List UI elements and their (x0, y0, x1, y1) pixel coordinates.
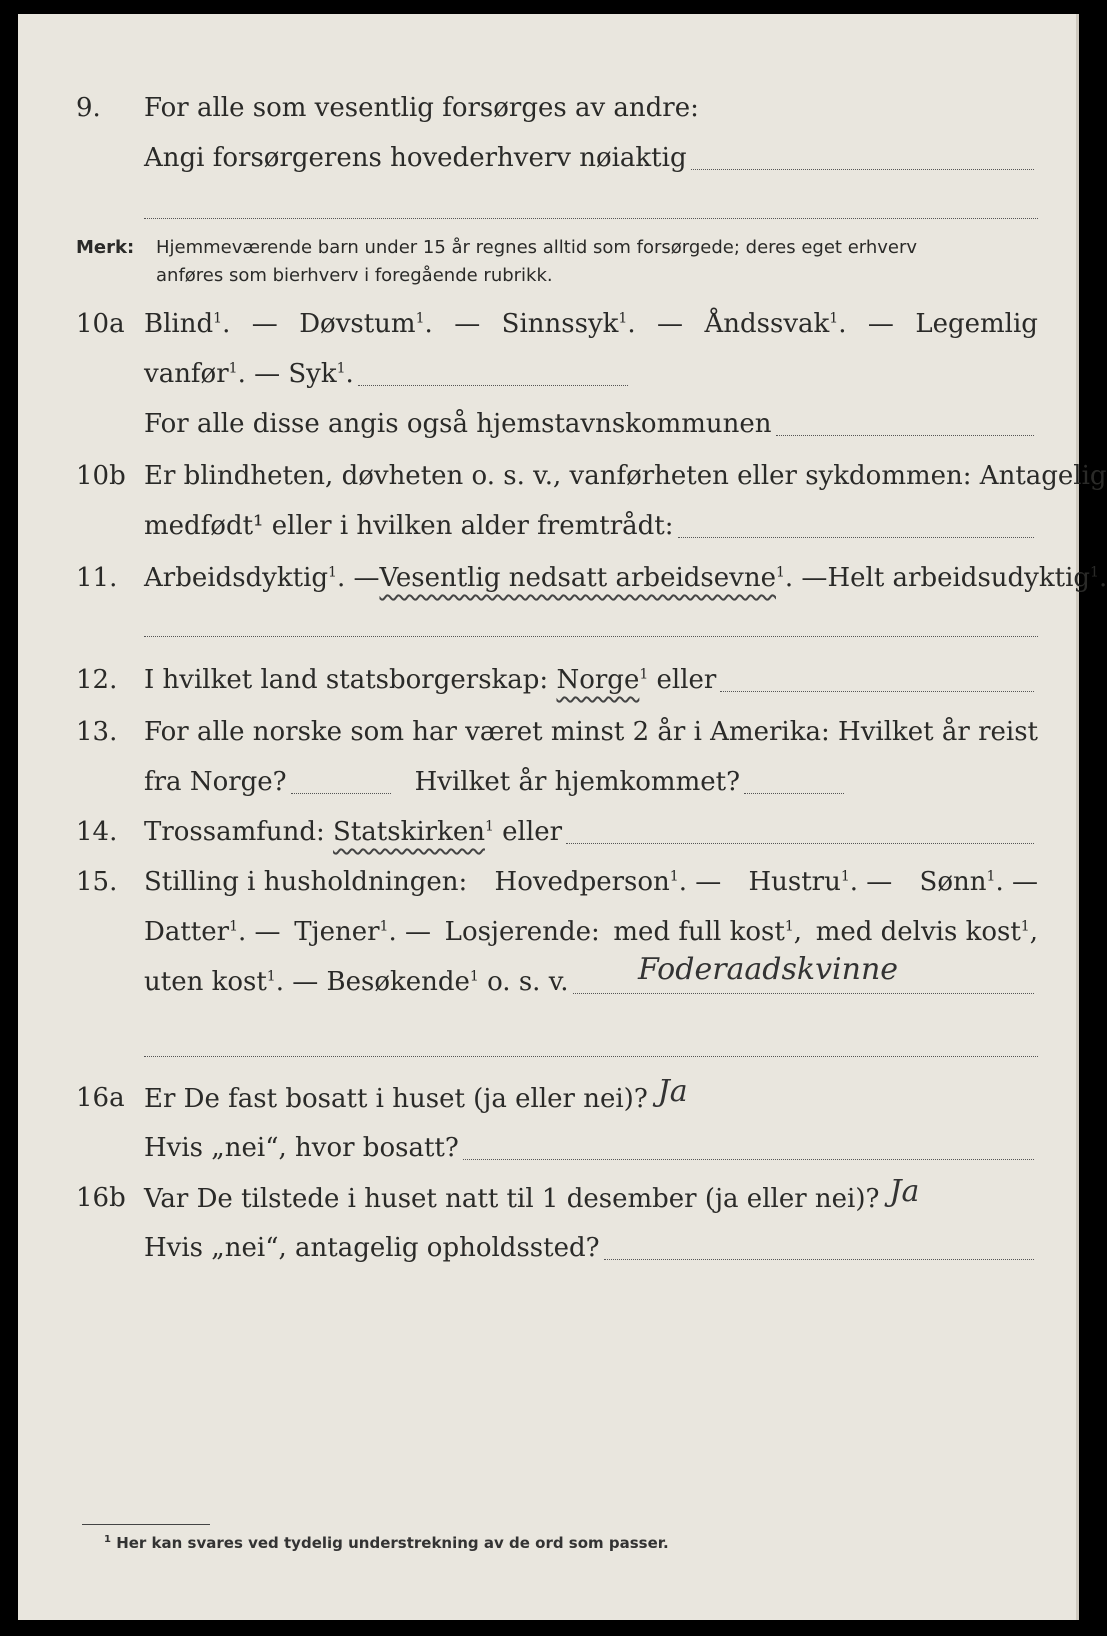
q11-number: 11. (76, 563, 118, 593)
q16b-handwritten-answer[interactable]: Ja (889, 1174, 920, 1209)
q15-osv: o. s. v. (487, 967, 569, 997)
q15-row: 15. Stilling i husholdningen: Hovedperson$^1$. — Hustru$^1$. — Sønn$^1$. — (18, 862, 1076, 902)
q10a-legemlig[interactable]: Legemlig (915, 309, 1038, 339)
q13-hjemkommet-line[interactable] (744, 793, 844, 794)
q16b-row-2 (18, 1228, 1076, 1268)
q15-utenkost[interactable]: uten kost (144, 967, 267, 997)
q14-number: 14. (76, 817, 118, 847)
q12-norge[interactable]: Norge (556, 665, 640, 695)
q10b-line1: Er blindheten, døvheten o. s. v., vanførheten eller sykdommen: Antagelig (144, 461, 1107, 491)
footnote-text: Her kan svares ved tydelig understrekning av de ord som passer. (116, 1534, 669, 1552)
footnote-mark: 1 (104, 1534, 111, 1545)
merk-line1: Hjemmeværende barn under 15 år regnes alltid som forsørgede; deres eget erhverv (156, 237, 918, 258)
q9-line2: Angi forsørgerens hovederhverv nøiaktig (144, 143, 687, 173)
q14-statskirken[interactable]: Statskirken (333, 817, 485, 847)
q10a-line3: For alle disse angis også hjemstavnskommunen (144, 409, 772, 439)
q11-row: 11. Arbeidsdyktig$^1$. — Vesentlig nedsatt arbeidsevne$^1$. — Helt arbeidsudyktig$^1$. (18, 558, 1076, 598)
q10b-row (18, 456, 1107, 496)
q11-udyktig[interactable]: Helt arbeidsudyktig (827, 563, 1091, 593)
q10a-number: 10a (76, 309, 125, 339)
q15-row-3: uten kost$^1$. — Besøkende$^1$ o. s. v. Foderaadskvinne (18, 962, 1076, 1002)
q13-row-2 (18, 762, 1076, 802)
merk-label: Merk: (76, 237, 135, 258)
q12-number: 12. (76, 665, 118, 695)
merk-note (76, 234, 1038, 294)
q13-row (18, 712, 1076, 752)
census-form-page (18, 14, 1107, 1620)
q16a-line1: Er De fast bosatt i huset (ja eller nei)? (144, 1084, 648, 1114)
q15-hustru[interactable]: Hustru (748, 867, 841, 897)
q15-number: 15. (76, 867, 118, 897)
q10a-syk[interactable]: Syk (288, 359, 337, 389)
q9-row (18, 88, 1076, 128)
q10a-vanfor[interactable]: vanfør (144, 359, 229, 389)
footnote-rule (82, 1524, 210, 1525)
q9-row-2 (18, 138, 1076, 178)
q15-besokende[interactable]: Besøkende (326, 967, 470, 997)
q11-nedsatt[interactable]: Vesentlig nedsatt arbeidsevne (379, 563, 776, 593)
q9-extra-line[interactable] (144, 218, 1038, 219)
q16a-number: 16a (76, 1083, 125, 1113)
q9-answer-line[interactable] (691, 169, 1034, 170)
q10a-row: 10a Blind$^1$. — Døvstum$^1$. — Sinnssyk$^1$. — Åndssvak$^1$. — Legemlig (18, 304, 1076, 344)
q10a-blind[interactable]: Blind (144, 309, 214, 339)
q15-datter[interactable]: Datter (144, 917, 230, 947)
q10a-row-3 (18, 404, 1076, 444)
q9-line1: For alle som vesentlig forsørges av andre: (144, 93, 699, 123)
q16a-bosatt-line[interactable] (463, 1159, 1034, 1160)
q12-pre: I hvilket land statsborgerskap: (144, 665, 549, 695)
q10a-hjemstavn-line[interactable] (776, 435, 1034, 436)
q15-hovedperson[interactable]: Hovedperson (494, 867, 670, 897)
q11-arbeidsdyktig[interactable]: Arbeidsdyktig (144, 563, 329, 593)
q10b-row-2 (18, 506, 1076, 546)
q14-row: 14. Trossamfund: Statskirken$^1$ eller (18, 812, 1076, 852)
q10a-syk-line[interactable] (358, 385, 628, 386)
q14-post: eller (502, 817, 563, 847)
q14-answer-line[interactable] (566, 843, 1034, 844)
q13-line2b: Hvilket år hjemkommet? (414, 767, 741, 797)
q11-extra-line[interactable] (144, 636, 1038, 637)
q10b-number: 10b (76, 461, 126, 491)
q12-post: eller (656, 665, 717, 695)
q10a-dovstum[interactable]: Døvstum (299, 309, 416, 339)
q10a-andssvak[interactable]: Åndssvak (704, 309, 830, 339)
q16b-line2: Hvis „nei“, antagelig opholdssted? (144, 1233, 600, 1263)
q12-row: 12. I hvilket land statsborgerskap: Norge$^1$ eller (18, 660, 1076, 700)
q16a-line2: Hvis „nei“, hvor bosatt? (144, 1133, 459, 1163)
q16b-opholdssted-line[interactable] (604, 1259, 1034, 1260)
q16b-line1: Var De tilstede i huset natt til 1 desember (ja eller nei)? (144, 1184, 880, 1214)
q15-losjerende: Losjerende: (444, 917, 600, 947)
q16a-row-2 (18, 1128, 1076, 1168)
merk-line2: anføres som bierhverv i foregående rubrikk. (156, 265, 553, 286)
q15-fullkost[interactable]: med full kost (613, 917, 785, 947)
q16a-row (18, 1074, 1076, 1118)
q13-reist-line[interactable] (291, 793, 391, 794)
q15-sonn[interactable]: Sønn (919, 867, 987, 897)
q15-handwritten-answer[interactable]: Foderaadskvinne (638, 952, 899, 987)
footnote (104, 1534, 669, 1552)
q15-label: Stilling i husholdningen: (144, 867, 468, 897)
q13-number: 13. (76, 717, 118, 747)
q16b-row (18, 1174, 1076, 1218)
q15-answer-line[interactable] (573, 993, 1034, 994)
q14-pre: Trossamfund: (144, 817, 325, 847)
q16a-handwritten-answer[interactable]: Ja (657, 1074, 688, 1109)
q15-extra-line[interactable] (144, 1056, 1038, 1057)
q12-answer-line[interactable] (720, 691, 1034, 692)
q13-line1: For alle norske som har været minst 2 år i Amerika: Hvilket år reist (144, 717, 1038, 747)
q9-number: 9. (76, 93, 101, 123)
q10a-row-2: vanfør$^1$. — Syk$^1$. (18, 354, 1076, 394)
q15-tjener[interactable]: Tjener (294, 917, 380, 947)
q10b-line2: medfødt¹ eller i hvilken alder fremtrådt: (144, 511, 674, 541)
q13-line2a: fra Norge? (144, 767, 287, 797)
q15-delviskost[interactable]: med delvis kost (815, 917, 1021, 947)
q10b-answer-line[interactable] (678, 537, 1035, 538)
q15-row-2: Datter$^1$. — Tjener$^1$. — Losjerende: med full kost$^1$, med delvis kost$^1$, (18, 912, 1076, 952)
q16b-number: 16b (76, 1183, 126, 1213)
q10a-sinnssyk[interactable]: Sinnssyk (501, 309, 619, 339)
